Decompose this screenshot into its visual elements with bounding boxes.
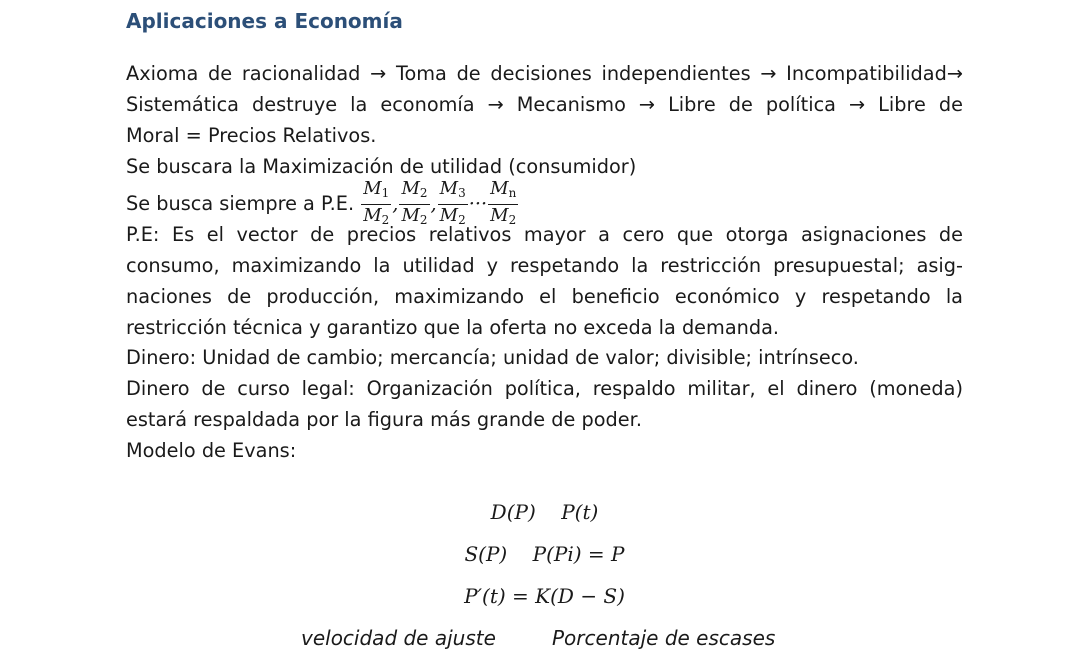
- text-line-11: Dinero de curso legal: Organización política, respaldo militar, el dinero (moneda): [126, 377, 963, 400]
- fraction-3: $\frac{M_3}{M_2}$: [439, 178, 466, 227]
- text-line-7: consumo, maximizando la utilidad y respetando la restricción presupuestal; asig-: [126, 254, 963, 277]
- fraction-1: $\frac{M_1}{M_2}$: [363, 178, 390, 227]
- text-line-10: Dinero: Unidad de cambio; mercancía; unidad de valor; divisible; intrínseco.: [126, 346, 859, 369]
- text-line-9: restricción técnica y garantizo que la oferta no exceda la demanda.: [126, 316, 780, 339]
- text-line-13: Modelo de Evans:: [126, 439, 297, 462]
- pe-label: Se busca siempre a P.E.: [126, 192, 355, 215]
- equation-1: D(P) P(t): [490, 500, 599, 524]
- fraction-2: $\frac{M_2}{M_2}$: [401, 178, 428, 227]
- fraction-4: $\frac{M_n}{M_2}$: [490, 178, 517, 227]
- text-line-5: Se busca siempre a P.E. $\frac{M_1}{M_2}$ , $\frac{M_2}{M_2}$ , $\frac{M_3}{M_2}$ ··· $\frac{M_n}{M_2}$: [126, 178, 519, 231]
- equation-2: S(P) P(Pi) = P: [464, 542, 625, 566]
- section-heading: Aplicaciones a Economía: [126, 9, 403, 33]
- text-line-6: P.E: Es el vector de precios relativos mayor a cero que otorga asignaciones de: [126, 223, 963, 246]
- text-line-2: Sistemática destruye la economía → Mecanismo → Libre de política → Libre de: [126, 93, 963, 116]
- text-line-1: Axioma de racionalidad → Toma de decisiones independientes → Incompatibilidad→: [126, 62, 963, 85]
- note-left: velocidad de ajuste: [301, 626, 496, 650]
- note-right: Porcentaje de escases: [552, 626, 776, 650]
- text-line-8: naciones de producción, maximizando el beneficio económico y respetando la: [126, 285, 963, 308]
- text-line-4: Se buscara la Maximización de utilidad (consumidor): [126, 155, 637, 178]
- text-line-12: estará respaldada por la figura más grande de poder.: [126, 408, 642, 431]
- equation-3: P′(t) = K(D − S): [464, 584, 625, 608]
- text-line-3: Moral = Precios Relativos.: [126, 124, 377, 147]
